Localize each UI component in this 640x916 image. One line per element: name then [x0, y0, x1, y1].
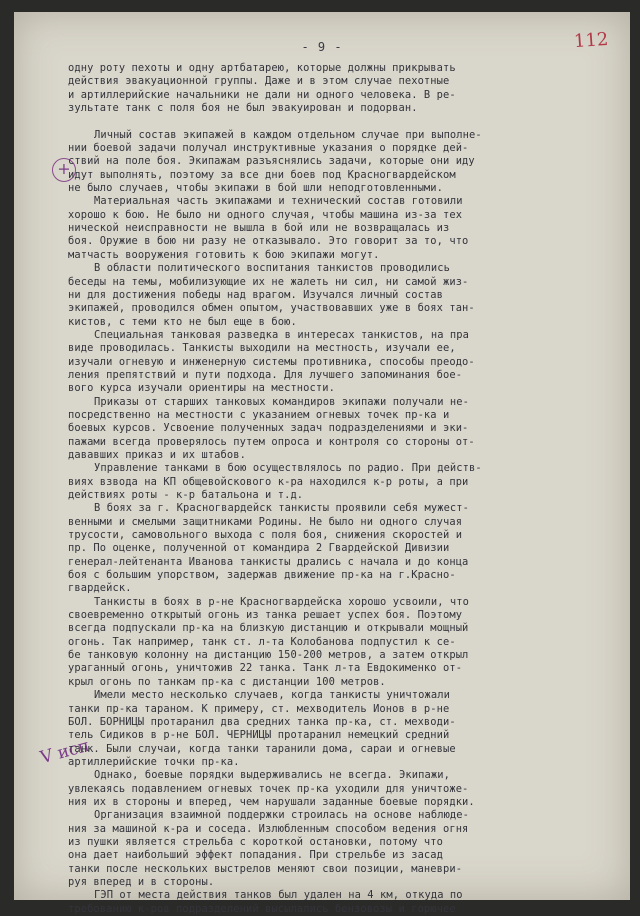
text-line: нии боевой задачи получал инструктивные указания о порядке дей- — [68, 142, 469, 155]
text-line: артиллерийские точки пр-ка. — [68, 755, 240, 768]
text-line: всегда подпускали пр-ка на близкую дистанцию и открывали мощный — [68, 622, 469, 635]
text-line: ния за машиной к-ра и соседа. Излюбленным способом ведения огня — [68, 822, 469, 835]
text-line: она дает наибольший эффект попадания. При стрельбе из засад — [68, 849, 443, 862]
text-line: танки после нескольких выстрелов меняют свои позиции, маневри- — [68, 862, 463, 875]
text-line: В боях за г. Красногвардейск танкисты проявили себя мужест- — [94, 502, 469, 515]
text-line: руя вперед и в стороны. — [68, 875, 215, 888]
text-line: боя с большим упорством, задержав движение пр-ка на г.Красно- — [68, 569, 456, 582]
text-line: Имели место несколько случаев, когда танкисты уничтожали — [94, 689, 450, 702]
document-page — [14, 12, 630, 915]
text-line: Личный состав экипажей в каждом отдельном случае при выполне- — [94, 128, 482, 141]
text-line: посредственно на местности с указанием огневых точек пр-ка и — [68, 408, 450, 421]
text-line: ни для достижения победы над врагом. Изучался личный состав — [68, 288, 443, 301]
text-line: ния их в стороны и вперед, чем нарушали заданные боевые порядки. — [68, 795, 475, 808]
text-line: из пушки является стрельба с короткой остановки, потому что — [68, 835, 443, 848]
text-line: действиях роты - к-р батальона и т.д. — [68, 489, 304, 501]
text-line: В области политического воспитания танкистов проводились — [94, 262, 450, 275]
document-body-text — [68, 62, 624, 916]
text-line: пажами всегда проверялось путем опроса и контроля со стороны от- — [68, 435, 475, 448]
text-line: виях взвода на КП общевойскового к-ра находился к-р роты, а при — [68, 475, 469, 488]
text-line: дававших приказ и их штабов. — [68, 448, 246, 461]
text-line: боевых курсов. Усвоение полученных задач подразделениями и эки- — [68, 422, 469, 435]
text-line: венными и смелыми защитниками Родины. Не было ни одного случая — [68, 515, 463, 528]
text-line: гвардейск. — [68, 582, 132, 595]
text-line: ГЭП от места действия танков был удален на 4 км, откуда по — [94, 889, 463, 902]
text-line: зультате танк с поля боя не был эвакуирован и подорван. — [68, 102, 418, 115]
text-line: пр. По оценке, полученной от командира 2 Гвардейской Дивизии — [68, 542, 450, 555]
text-line: своевременно открытый огонь из танка решает успех боя. Поэтому — [68, 609, 463, 622]
text-line: матчасть вооружения готовить к бою экипажи могут. — [68, 248, 380, 261]
page-number: - 9 - — [301, 40, 343, 54]
text-line: требованию к-ров подразделений высылались бензовозы и горючее — [68, 902, 456, 915]
text-line: ствий на поле боя. Экипажам разъяснялись задачи, которые они иду — [68, 155, 475, 168]
text-line: и артиллерийские начальники не дали ни одного человека. В ре- — [68, 88, 456, 101]
margin-plus-mark: + — [52, 158, 76, 182]
text-line: Материальная часть экипажами и технический состав готовили — [94, 195, 463, 208]
margin-check-mark: V исп — [38, 735, 92, 769]
text-line: Организация взаимной поддержки строилась на основе наблюде- — [94, 809, 469, 822]
text-line: изучали огневую и инженерную системы противника, способы преодо- — [68, 355, 475, 368]
text-line: не было случаев, чтобы экипажи в бой шли неподготовленными. — [68, 182, 443, 195]
text-line — [68, 115, 624, 128]
text-line: хорошо к бою. Не было ни одного случая, чтобы машина из-за тех — [68, 208, 463, 221]
text-line: танк. Были случаи, когда танки таранили дома, сараи и огневые — [68, 742, 456, 755]
text-line: Управление танками в бою осуществлялось по радио. При действ- — [94, 462, 482, 475]
text-line: крыл огонь по танкам пр-ка с дистанции 100 метров. — [68, 675, 386, 688]
text-line: увлекаясь подавлением огневых точек пр-ка уходили для уничтоже- — [68, 782, 469, 795]
text-line: БОЛ. БОРНИЦЫ протаранил два средних танка пр-ка, ст. мехводи- — [68, 715, 456, 728]
text-line: танки пр-ка тараном. К примеру, ст. мехводитель Ионов в р-не — [68, 702, 450, 715]
text-line: нической неисправности не вышла в бой или не возвращалась из — [68, 222, 450, 235]
text-line: трусости, самовольного выхода с поля боя, снижения скоростей и — [68, 529, 463, 542]
text-line: тель Сидиков в р-не БОЛ. ЧЕРНИЦЫ протаранил немецкий средний — [68, 729, 450, 742]
text-line: огонь. Так например, танк ст. л-та Колобанова подпустил к се- — [68, 635, 456, 648]
text-line: бе танковую колонну на дистанцию 150-200 метров, а затем открыл — [68, 649, 469, 662]
text-line: одну роту пехоты и одну артбатарею, которые должны прикрывать — [68, 62, 456, 74]
archive-number: 112 — [573, 28, 610, 53]
text-line: Однако, боевые порядки выдерживались не всегда. Экипажи, — [94, 769, 450, 782]
text-line: боя. Оружие в бою ни разу не отказывало. Это говорит за то, что — [68, 235, 469, 248]
text-line: экипажей, проводился обмен опытом, участвовавших уже в боях тан- — [68, 302, 475, 315]
text-line: беседы на темы, мобилизующие их не жалеть ни сил, ни самой жиз- — [68, 275, 469, 288]
text-line: виде проводилась. Танкисты выходили на местность, изучали ее, — [68, 342, 456, 355]
text-line: генерал-лейтенанта Иванова танкисты дрались с начала и до конца — [68, 555, 469, 568]
text-line: Приказы от старших танковых командиров экипажи получали не- — [94, 395, 469, 408]
text-line: кистов, с теми кто не был еще в бою. — [68, 315, 297, 328]
text-line: идут выполнять, поэтому за все дни боев под Красногвардейском — [68, 168, 456, 181]
text-line: ления препятствий и пути подхода. Для лучшего запоминания бое- — [68, 368, 463, 381]
text-line: вого курса изучали ориентиры на местности. — [68, 382, 335, 395]
text-line: Танкисты в боях в р-не Красногвардейска хорошо усвоили, что — [94, 595, 469, 608]
text-line: действия эвакуационной группы. Даже и в этом случае пехотные — [68, 75, 450, 88]
text-line: ураганный огонь, уничтожив 22 танка. Танк л-та Евдокименко от- — [68, 662, 463, 675]
text-line: Специальная танковая разведка в интересах танкистов, на пра — [94, 328, 469, 341]
